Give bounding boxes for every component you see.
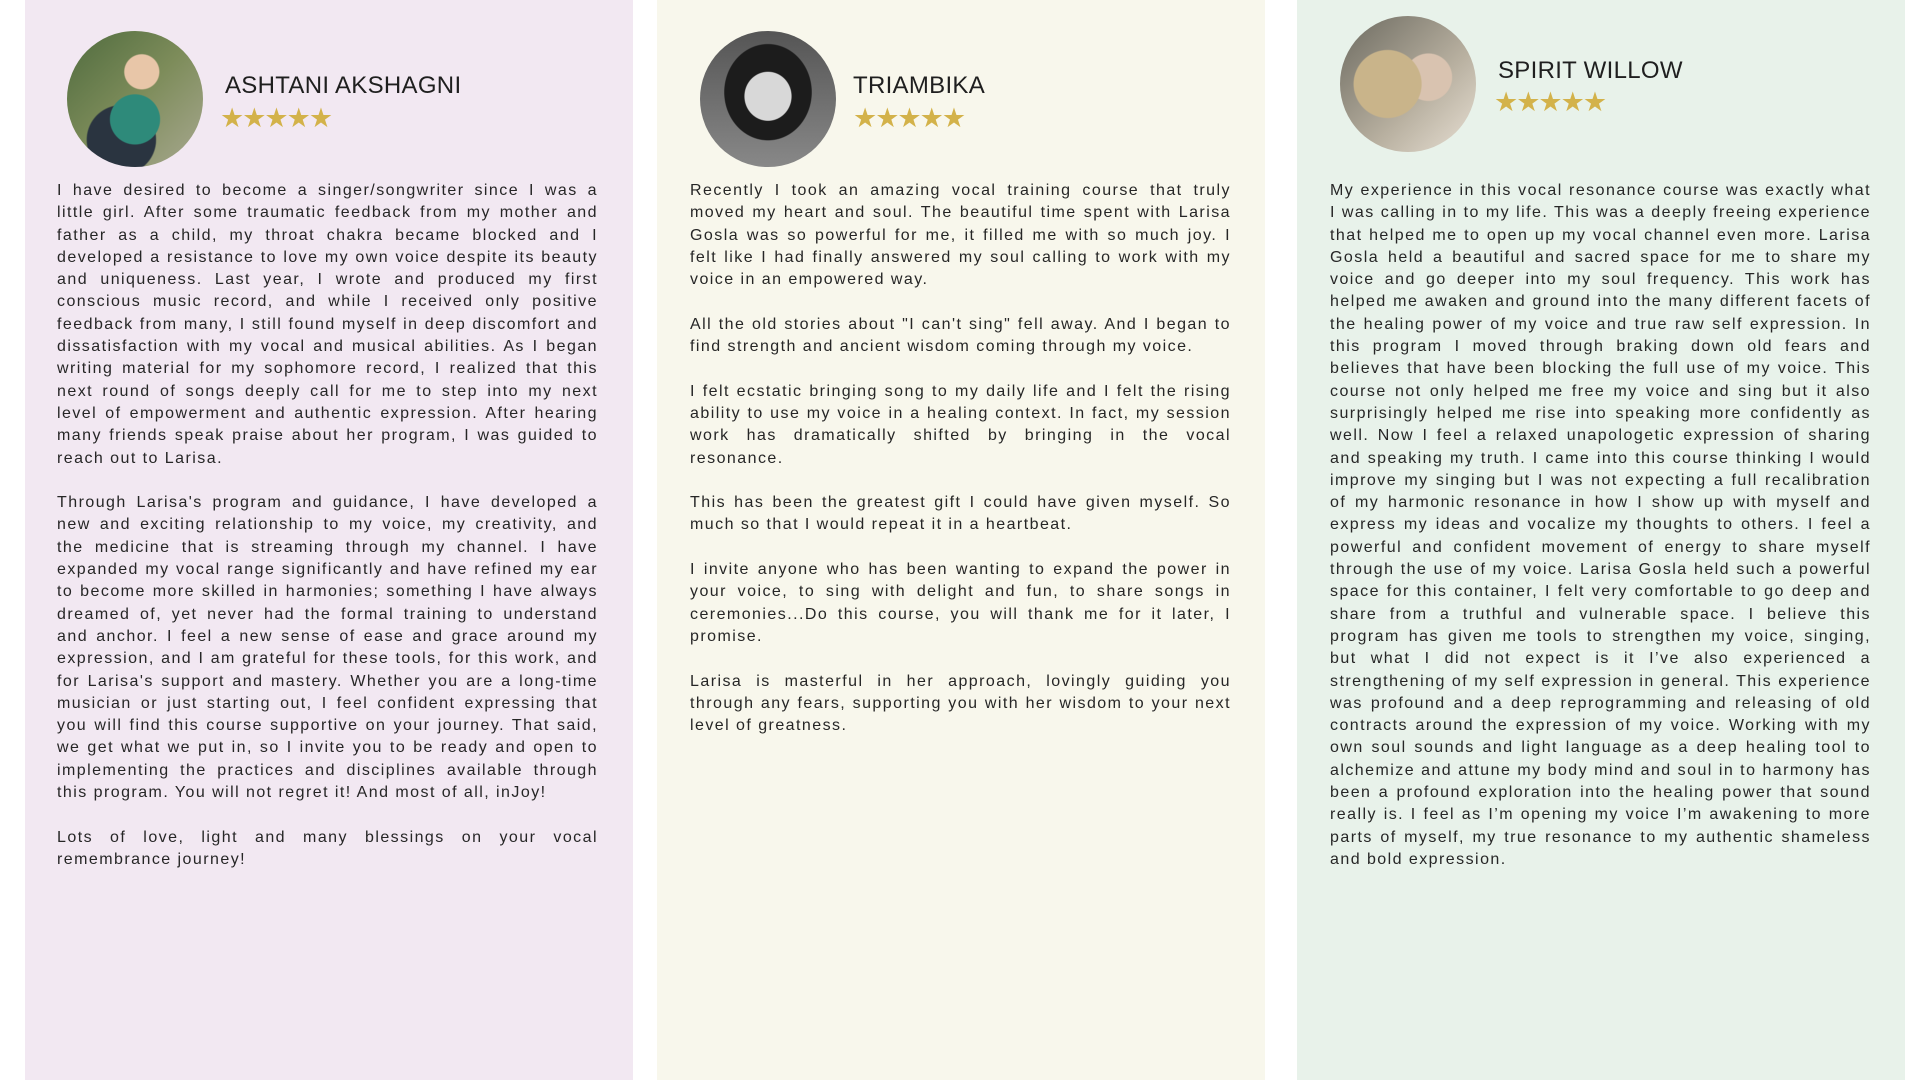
paragraph: Through Larisa's program and guidance, I have developed a new and exciting relationship to my voice, my creativity, and the medicine that is streaming through my channel. I have expanded my vocal range significantly and have refined my ear to become more skilled in harmonies; something I have always dreamed of, yet never had the formal training to understand and anchor. I feel a new sense of ease and grace around my expression, and I am grateful for these tools, for this work, and for Larisa's support and mastery. Whether you are a long-time musician or just starting out, I feel confident expressing that you will find this course supportive on your journey. That said, we get what we put in, so I invite you to be ready and open to implementing the practices and disciplines available through this program. You will not regret it! And most of all, inJoy! — [57, 494, 598, 802]
paragraph: Recently I took an amazing vocal training course that truly moved my heart and soul. The beautiful time spent with Larisa Gosla was so powerful for me, it filled me with so much joy. I felt like I had finally answered my soul calling to work with my voice in an empowered way. — [690, 182, 1231, 289]
testimonial-text — [1330, 180, 1871, 894]
avatar — [700, 31, 836, 167]
testimonial-card-ashtani — [25, 0, 633, 1080]
star-rating-icon: ★★★★★ — [1494, 87, 1606, 117]
reviewer-name: TRIAMBIKA — [853, 72, 986, 99]
paragraph: This has been the greatest gift I could have given myself. So much so that I would repeat it in a heartbeat. — [690, 494, 1231, 534]
reviewer-name: SPIRIT WILLOW — [1498, 57, 1683, 84]
testimonial-card-spirit-willow — [1297, 0, 1905, 1080]
paragraph: Lots of love, light and many blessings on your vocal remembrance journey! — [57, 828, 598, 868]
paragraph: My experience in this vocal resonance course was exactly what I was calling in to my life. This was a deeply freeing experience that helped me to open up my vocal channel even more. Larisa Gosla held a beautiful and sacred space for me to share my voice and go deeper into my soul frequency. This work has helped me awaken and ground into the many different facets of the healing power of my voice and true raw self expression. In this program I moved through braking down old fears and believes that have been blocking the full use of my voice. This course not only helped me free my voice and sing but it also surprisingly helped me rise into speaking more confidently as well. Now I feel a relaxed unapologetic expression of sharing and speaking my truth. I came into this course thinking I would improve my singing but I was not expecting a full recalibration of my harmonic resonance in how I show up with myself and express my ideas and vocalize my thoughts to others. I feel a powerful and confident movement of energy to share myself through the use of my voice. Larisa Gosla held such a powerful space for this container, I felt very comfortable to go deep and share from a truthful and vulnerable space. I believe this program has given me tools to strengthen my voice, singing, but what I did not expect is it I’ve also experienced a strengthening of my self expression in general. This experience was profound and a deep reprogramming and releasing of old contracts around the expression of my voice. Working with my own soul sounds and light language as a deep healing tool to alchemize and attune my body mind and soul in to harmony has been a profound exploration into the healing power that sound really is. I feel as I’m opening my voice I’m awakening to more parts of myself, my true resonance to my authentic shameless and bold expression. — [1330, 182, 1871, 868]
testimonial-text — [690, 180, 1231, 760]
paragraph: I have desired to become a singer/songwriter since I was a little girl. After some traumatic feedback from my mother and father as a child, my throat chakra became blocked and I developed a resistance to love my own voice despite its beauty and uniqueness. Last year, I wrote and produced my first conscious music record, and while I received only positive feedback from many, I still found myself in deep discomfort and dissatisfaction with my vocal and musical abilities. As I began writing material for my sophomore record, I realized that this next round of songs deeply call for me to step into my next level of empowerment and authentic expression. After hearing many friends speak praise about her program, I was guided to reach out to Larisa. — [57, 182, 598, 467]
star-rating-icon: ★★★★★ — [220, 103, 332, 133]
reviewer-name: ASHTANI AKSHAGNI — [225, 72, 462, 99]
avatar — [67, 31, 203, 167]
paragraph: Larisa is masterful in her approach, lovingly guiding you through any fears, supporting you with her wisdom to your next level of greatness. — [690, 672, 1231, 735]
paragraph: All the old stories about "I can't sing" fell away. And I began to find strength and ancient wisdom coming through my voice. — [690, 315, 1231, 356]
avatar — [1340, 16, 1476, 152]
testimonial-card-triambika — [657, 0, 1265, 1080]
testimonial-text — [57, 180, 598, 894]
paragraph: I invite anyone who has been wanting to expand the power in your voice, to sing with delight and fun, to share songs in ceremonies...Do this course, you will thank me for it later, I promise. — [690, 561, 1231, 645]
star-rating-icon: ★★★★★ — [853, 103, 965, 133]
paragraph: I felt ecstatic bringing song to my daily life and I felt the rising ability to use my voice in a healing context. In fact, my session work has dramatically shifted by bringing in the vocal resonance. — [690, 382, 1231, 467]
